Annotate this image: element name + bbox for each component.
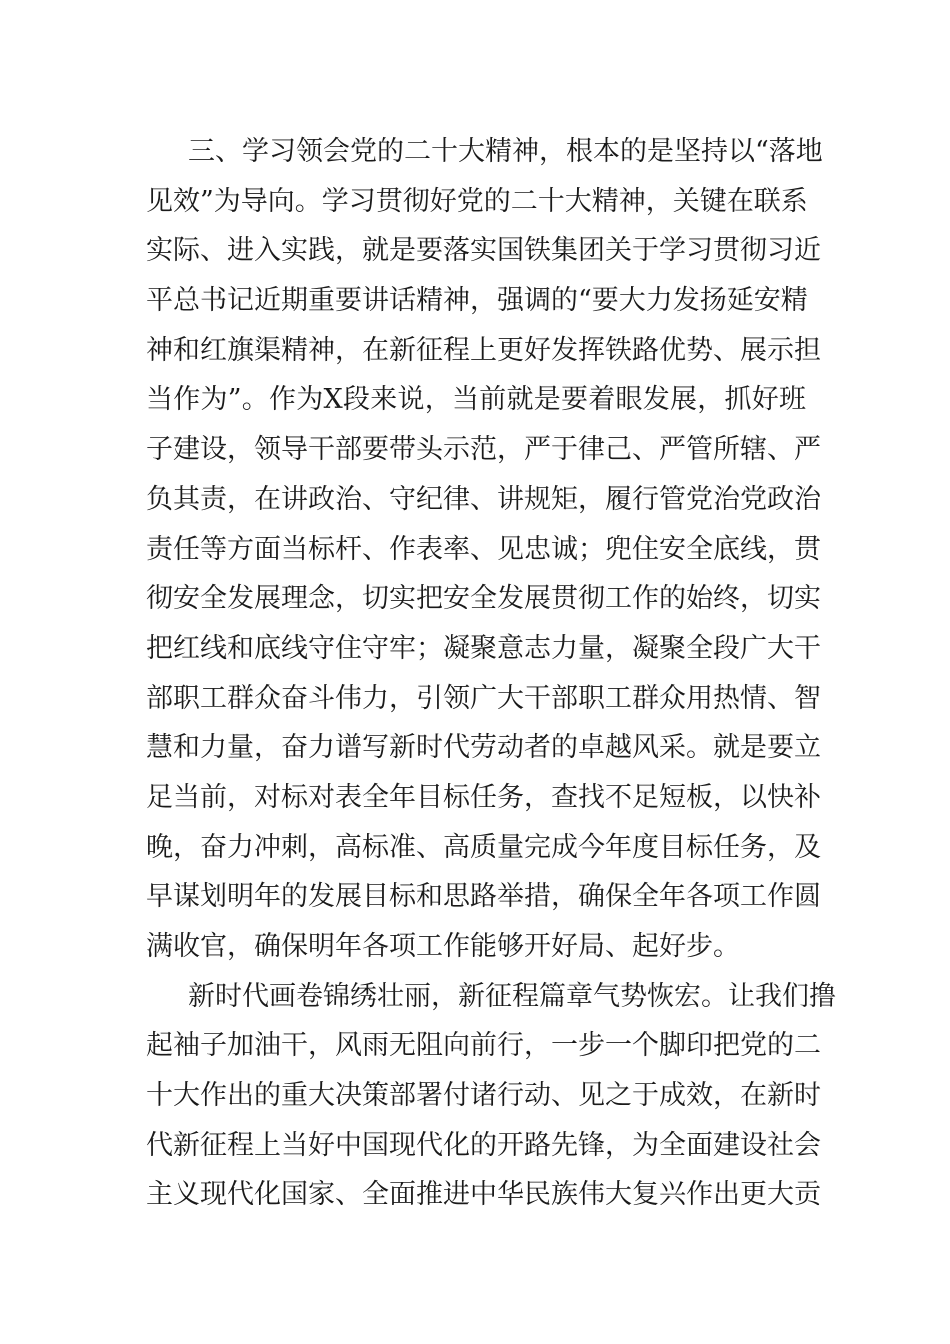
- paragraph-2: [146, 972, 836, 1220]
- paragraph-line: 慧和力量，奋力谱写新时代劳动者的卓越风采。就是要立: [146, 732, 821, 764]
- paragraph-line: 实际、进入实践，就是要落实国铁集团关于学习贯彻习近: [146, 235, 821, 267]
- paragraph-line: 主义现代化国家、全面推进中华民族伟大复兴作出更大贡: [146, 1179, 821, 1211]
- paragraph-line: 晚，奋力冲刺，高标准、高质量完成今年度目标任务，及: [146, 831, 821, 863]
- paragraph-line: 当作为”。作为X段来说，当前就是要着眼发展，抓好班: [146, 384, 806, 416]
- paragraph-line: 把红线和底线守住守牢；凝聚意志力量，凝聚全段广大干: [146, 632, 821, 664]
- paragraph-line: 足当前，对标对表全年目标任务，查找不足短板，以快补: [146, 781, 821, 813]
- paragraph-1: [146, 127, 823, 972]
- paragraph-line: 神和红旗渠精神，在新征程上更好发挥铁路优势、展示担: [146, 334, 821, 366]
- paragraph-line: 彻安全发展理念，切实把安全发展贯彻工作的始终，切实: [146, 583, 821, 615]
- document-body: [146, 127, 836, 1220]
- paragraph-line: 部职工群众奋斗伟力，引领广大干部职工群众用热情、智: [146, 682, 821, 714]
- paragraph-line: 新时代画卷锦绣壮丽，新征程篇章气势恢宏。让我们撸: [188, 980, 836, 1012]
- paragraph-line: 三、学习领会党的二十大精神，根本的是坚持以“落地: [188, 136, 823, 167]
- paragraph-line: 见效”为导向。学习贯彻好党的二十大精神，关键在联系: [146, 185, 808, 217]
- paragraph-line: 责任等方面当标杆、作表率、见忠诚；兜住安全底线，贯: [146, 533, 821, 565]
- paragraph-line: 平总书记近期重要讲话精神，强调的“要大力发扬延安精: [146, 285, 808, 317]
- paragraph-line: 子建设，领导干部要带头示范，严于律己、严管所辖、严: [146, 434, 821, 466]
- paragraph-line: 代新征程上当好中国现代化的开路先锋，为全面建设社会: [146, 1129, 821, 1161]
- paragraph-line: 十大作出的重大决策部署付诸行动、见之于成效，在新时: [146, 1080, 821, 1112]
- paragraph-line: 满收官，确保明年各项工作能够开好局、起好步。: [146, 931, 740, 962]
- paragraph-line: 起袖子加油干，风雨无阻向前行，一步一个脚印把党的二: [146, 1030, 821, 1062]
- paragraph-line: 负其责，在讲政治、守纪律、讲规矩，履行管党治党政治: [146, 483, 821, 515]
- paragraph-line: 早谋划明年的发展目标和思路举措，确保全年各项工作圆: [146, 881, 821, 913]
